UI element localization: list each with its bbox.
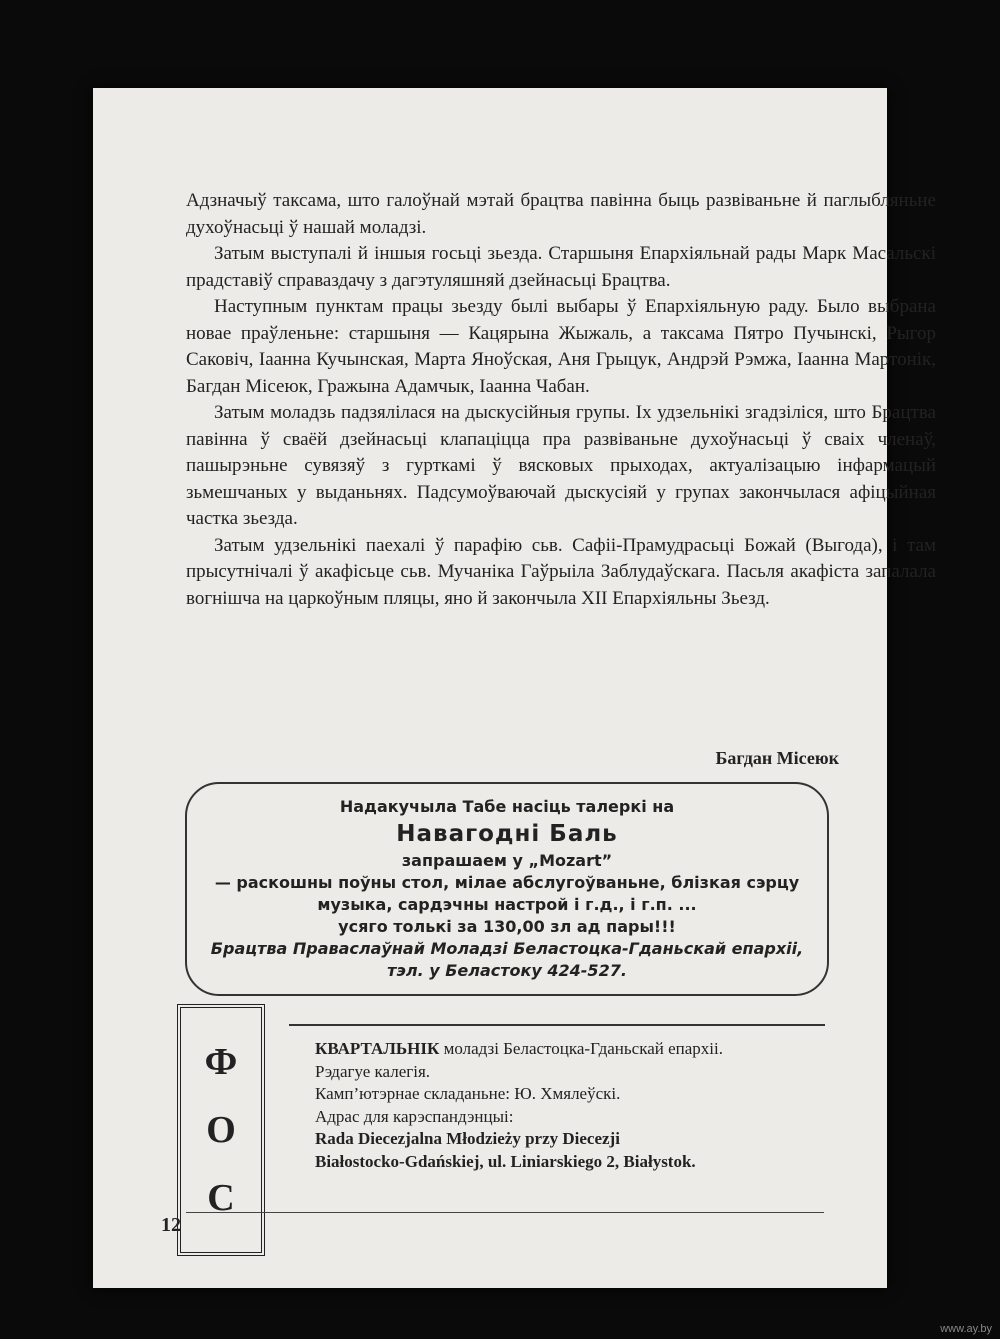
masthead-title [315,1038,835,1061]
masthead-address-line: Rada Diecezjalna Młodzieży przy Diecezji [315,1129,620,1148]
article-paragraph: Затым выступалі й іншыя госьці зьезда. Старшыня Епархіяльнай рады Марк Масальскі прадставіў справаздачу з дагэтуляшняй дзейнасьці Брацтва. [186,243,936,291]
article-paragraph: Затым моладзь падзялілася на дыскусійныя групы. Іх удзельнікі згадзіліся, што Брацтва павінна ў сваёй дзейнасьці клапаціцца пра развіваньне духоўнасьці ў сваіх членаў, пашырэньне сувязяў з гурткамі ў вясковых прыходах, актуалізацыю інфармацый зьмешчаных у выданьнях. Падсумоўваючай дыскусіяй у групах закончылася афіцыйная частка зьезда. [186,402,936,529]
page-number: 12 [161,1214,181,1236]
advert-line: тэл. у Беластоку 424-527. [387,961,627,980]
page-sheet [93,88,936,1288]
masthead-layout: Камп’ютэрнае складаньне: Ю. Хмялеўскі. [315,1084,621,1103]
article-paragraph: Наступным пунктам працы зьезду былі выбары ў Епархіяльную раду. Было выбрана новае праўленьне: старшыня — Кацярына Жыжаль, а таксама Пятро Пучынскі, Рыгор Саковіч, Іаанна Кучынская, Марта Яноўская, Аня Грыцук, Андрэй Рэмжа, Іаанна Мартонік, Багдан Місеюк, Гражына Адамчык, Іаанна Чабан. [186,296,936,397]
fos-logo [177,1004,265,1256]
watermark: www.ay.by [940,1323,992,1335]
logo-letter: С [207,1177,235,1219]
masthead-title-bold: КВАРТАЛЬНІК [315,1039,440,1058]
masthead-address-label: Адрас для карэспандэнцыі: [315,1106,514,1126]
article-body [186,188,936,612]
advert-box [185,782,829,996]
advert-line: — раскошны поўны стол, мілае абслугоўваньне, блізкая сэрцу [214,873,800,892]
masthead-title-rest: моладзі Беластоцка-Гданьскай епархіі. [439,1039,723,1058]
advert-line: музыка, сардэчны настрой і г.д., і г.п. ... [317,895,697,914]
footer-divider [186,1212,824,1213]
logo-letter: О [206,1109,236,1151]
advert-line: Надакучыла Табе насіць талеркі на [339,797,675,816]
masthead-editors: Рэдагуе калегія. [315,1061,431,1081]
advert-headline: Навагодні Баль [396,821,618,847]
advert-line: Брацтва Праваслаўнай Моладзі Беластоцка-Гданьскай епархіі, [210,939,804,958]
advert-line: усяго толькі за 130,00 зл ад пары!!! [338,917,676,936]
article-author: Багдан Місеюк [715,748,839,768]
masthead [315,1038,835,1173]
logo-letter: Ф [204,1041,238,1083]
article-paragraph: Затым удзельнікі паехалі ў парафію сьв. Сафіі-Прамудрасьці Божай (Выгода), і там прысутнічалі ў акафісьце сьв. Мучаніка Гаўрыіла Заблудаўскага. Пасьля акафіста запалала вогнішча на царкоўным пляцы, яно й закончыла XII Епархіяльны Зьезд. [186,534,936,609]
article-paragraph: Адзначыў таксама, што галоўнай мэтай брацтва павінна быць развіваньне й паглыбляньне духоўнасьці ў нашай моладзі. [186,190,936,238]
advert-line: запрашаем у „Mozart” [401,851,613,870]
masthead-address-line: Białostocko-Gdańskiej, ul. Liniarskiego 2, Białystok. [315,1151,696,1171]
divider [289,1024,825,1026]
